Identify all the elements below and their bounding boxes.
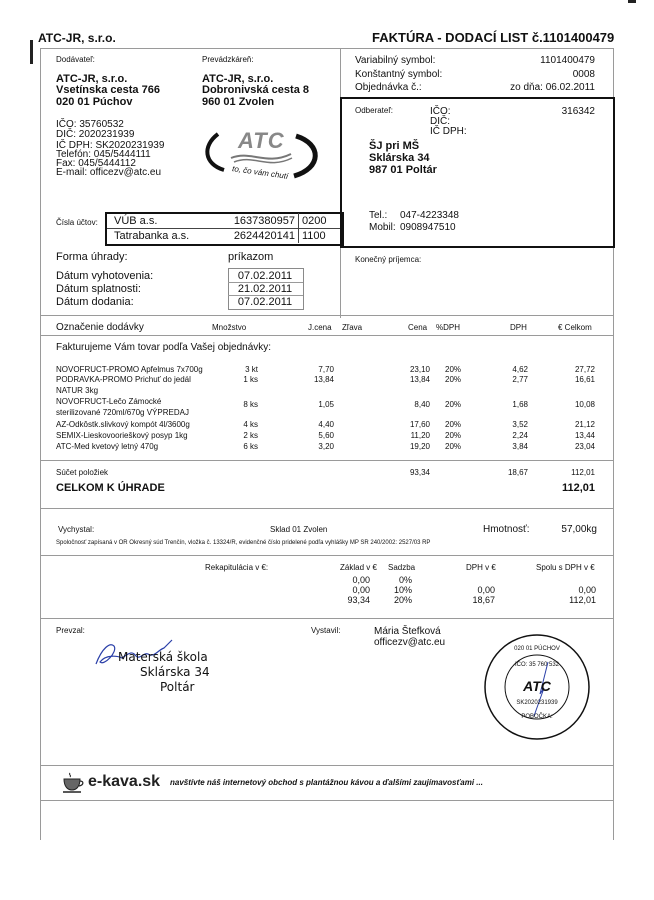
invoice-title: FAKTÚRA - DODACÍ LIST č.1101400479 <box>372 30 615 45</box>
item-total: 10,08 <box>574 400 595 409</box>
account-number: 1637380957 <box>233 215 295 227</box>
received-stamp-line1: Materská škola <box>118 650 208 664</box>
registration-note: Spoločnosť zapísaná v OR Okresný súd Trenčín, vložka č. 13324/R, evidenčné číslo pridelené podľa vyhlášky MP SR 240/2002: 2527/03 RP <box>56 540 431 546</box>
item-vat-pct: 20% <box>445 400 462 409</box>
item-total: 16,61 <box>574 375 595 384</box>
footer-top-line <box>40 765 613 766</box>
company-stamp <box>482 632 592 742</box>
item-price: 19,20 <box>409 442 430 451</box>
sum-top-line <box>40 460 613 461</box>
grand-total-label: CELKOM K ÚHRADE <box>56 482 165 494</box>
branch-name: ATC-JR, s.r.o. <box>202 73 274 85</box>
item-total: 13,44 <box>574 431 595 440</box>
item-name: AZ-Odkôstk.slivkový kompót 4l/3600g <box>56 420 190 429</box>
item-unit-price: 13,84 <box>313 375 334 384</box>
table-top-line <box>40 315 613 316</box>
stamp-vat: SK2020231939 <box>516 700 558 706</box>
payment-form-label: Forma úhrady: <box>56 251 128 263</box>
account-bank: Tatrabanka a.s. <box>114 230 190 242</box>
constant-symbol-label: Konštantný symbol: <box>355 69 443 80</box>
supplier-icdph: IČ DPH: SK2020231939 <box>56 140 165 151</box>
item-qty: 6 ks <box>243 442 258 451</box>
item-vat: 3,52 <box>512 420 528 429</box>
item-qty: 8 ks <box>243 400 258 409</box>
table-row <box>0 396 654 418</box>
table-row <box>0 430 654 441</box>
stamp-branch: POBOČKA: <box>521 714 553 720</box>
logo-slogan: to, čo vám chutí <box>231 164 289 181</box>
supplier-label: Dodávateľ: <box>56 55 95 64</box>
col-header-price: Cena <box>408 323 428 332</box>
item-unit-price: 7,70 <box>318 365 334 374</box>
accounts-label: Čísla účtov: <box>56 218 98 227</box>
customer-label: Odberateľ: <box>355 106 393 115</box>
signature-top-line <box>40 618 613 619</box>
item-vat-pct: 20% <box>445 442 462 451</box>
item-vat: 3,84 <box>512 442 528 451</box>
item-name-cont: sterilizované 720ml/670g VÝPREDAJ <box>56 408 189 417</box>
item-vat: 4,62 <box>512 365 528 374</box>
supplier-city: 020 01 Púchov <box>56 96 133 108</box>
issue-date-label: Dátum vyhotovenia: <box>56 270 154 282</box>
item-total: 21,12 <box>574 420 595 429</box>
supplier-fax: Fax: 045/5444112 <box>56 158 136 169</box>
stamp-ico: IČO: 35 760 532 <box>514 662 560 668</box>
item-total: 23,04 <box>574 442 595 451</box>
issued-label: Vystavil: <box>311 626 341 635</box>
variable-symbol-label: Variabilný symbol: <box>355 55 436 66</box>
item-vat-pct: 20% <box>445 431 462 440</box>
item-name: PODRAVKA-PROMO Prichuť do jedál <box>56 375 191 384</box>
item-name: ATC-Med kvetový letný 470g <box>56 442 159 451</box>
recap-header-rate: Sadzba <box>388 563 416 572</box>
item-qty: 3 kt <box>245 365 258 374</box>
delivery-date-value: 07.02.2011 <box>237 296 293 308</box>
customer-tel-value: 047-4223348 <box>400 210 459 221</box>
company-name: ATC-JR, s.r.o. <box>38 31 116 45</box>
issue-date-value: 07.02.2011 <box>237 270 293 282</box>
logo-text: ATC <box>238 128 285 153</box>
variable-symbol-value: 1101400479 <box>540 55 595 66</box>
recap-top-line <box>40 555 613 556</box>
footer-bottom-line <box>40 800 613 801</box>
col-header-discount: Zľava <box>342 323 363 332</box>
item-vat: 2,24 <box>512 431 528 440</box>
customer-name: ŠJ pri MŠ <box>369 140 420 152</box>
recap-row <box>0 585 654 595</box>
recap-label: Rekapitulácia v €: <box>205 563 269 572</box>
recap-base: 93,34 <box>347 595 370 605</box>
footer-brand[interactable]: e-kava.sk <box>88 773 161 790</box>
item-name: SEMIX-Lieskovoorieškový posyp 1kg <box>56 431 188 440</box>
item-price: 8,40 <box>414 400 430 409</box>
final-recipient-label: Konečný príjemca: <box>355 255 422 264</box>
recap-header-vat: DPH v € <box>466 563 496 572</box>
supplier-street: Vsetínska cesta 766 <box>56 84 160 96</box>
customer-mobil-value: 0908947510 <box>400 222 456 233</box>
stamp-logo: ATC <box>523 678 551 694</box>
recap-vat: 0,00 <box>477 585 495 595</box>
customer-ico-label: IČO: <box>430 106 451 117</box>
recap-vat: 18,67 <box>472 595 495 605</box>
customer-tel-label: Tel.: <box>369 210 388 221</box>
weight-value: 57,00kg <box>561 524 597 535</box>
received-stamp-line3: Poltár <box>160 680 195 694</box>
item-unit-price: 3,20 <box>318 442 334 451</box>
item-unit-price: 4,40 <box>318 420 334 429</box>
order-date: zo dňa: 06.02.2011 <box>510 82 595 93</box>
col-header-vat-pct: %DPH <box>436 323 461 332</box>
table-row <box>0 441 654 452</box>
supplier-ico: IČO: 35760532 <box>56 119 124 130</box>
scan-margin-mark <box>30 40 33 64</box>
order-label: Objednávka č.: <box>355 82 422 93</box>
scan-corner-mark <box>628 0 636 3</box>
atc-logo <box>196 124 326 184</box>
customer-street: Sklárska 34 <box>369 152 430 164</box>
supplier-email[interactable]: E-mail: officezv@atc.eu <box>56 167 162 178</box>
account-number: 2624420141 <box>233 230 295 242</box>
recap-row <box>0 575 654 585</box>
table-row <box>0 419 654 430</box>
item-qty: 1 ks <box>243 375 258 384</box>
received-stamp-line2: Sklárska 34 <box>140 665 210 679</box>
shipping-top-line <box>40 508 613 509</box>
recap-base: 0,00 <box>352 575 370 585</box>
recap-rate: 0% <box>398 575 412 585</box>
item-total: 27,72 <box>574 365 595 374</box>
sum-total: 112,01 <box>571 468 595 477</box>
customer-city: 987 01 Poltár <box>369 164 437 176</box>
sum-vat: 18,67 <box>507 468 528 477</box>
customer-mobil-label: Mobil: <box>369 222 396 233</box>
item-price: 13,84 <box>409 375 430 384</box>
sum-label: Súčet položiek <box>56 468 109 477</box>
sum-price: 93,34 <box>409 468 430 477</box>
item-price: 11,20 <box>410 431 430 440</box>
customer-ico-value: 316342 <box>561 106 595 117</box>
branch-label: Prevádzkáreň: <box>202 55 254 64</box>
recap-total: 112,01 <box>569 595 596 605</box>
account-code: 1100 <box>302 230 326 242</box>
warehouse: Sklad 01 Zvolen <box>270 525 328 534</box>
col-header-name: Označenie dodávky <box>56 322 144 333</box>
items-intro: Fakturujeme Vám tovar podľa Vašej objednávky: <box>56 342 272 353</box>
due-date-value: 21.02.2011 <box>237 283 293 295</box>
grand-total-value: 112,01 <box>561 482 595 494</box>
customer-dic-label: DIČ: <box>430 116 450 127</box>
constant-symbol-value: 0008 <box>572 69 595 80</box>
item-unit-price: 1,05 <box>318 400 334 409</box>
col-header-qty: Množstvo <box>212 323 247 332</box>
supplier-phone: Telefón: 045/5444111 <box>56 149 151 160</box>
col-header-total: € Celkom <box>558 323 592 332</box>
col-header-unit-price: J.cena <box>308 323 332 332</box>
col-header-vat: DPH <box>510 323 527 332</box>
supplier-name: ATC-JR, s.r.o. <box>56 73 128 85</box>
account-bank: VÚB a.s. <box>114 215 158 227</box>
received-label: Prevzal: <box>56 626 85 635</box>
table-row <box>0 374 654 396</box>
item-vat: 1,68 <box>512 400 528 409</box>
branch-city: 960 01 Zvolen <box>202 96 275 108</box>
recap-header-base: Základ v € <box>340 563 377 572</box>
recap-total: 0,00 <box>578 585 596 595</box>
item-vat-pct: 20% <box>445 365 462 374</box>
recap-base: 0,00 <box>352 585 370 595</box>
frame-top <box>40 48 613 49</box>
item-vat-pct: 20% <box>445 375 462 384</box>
issued-email[interactable]: officezv@atc.eu <box>374 637 446 648</box>
header-bottom-line <box>40 335 613 336</box>
recap-rate: 20% <box>393 595 412 605</box>
issued-name: Mária Štefková <box>374 626 441 637</box>
weight-label: Hmotnosť: <box>483 524 530 535</box>
recap-header-total: Spolu s DPH v € <box>536 563 595 572</box>
branch-street: Dobronivská cesta 8 <box>202 84 309 96</box>
stamp-city: 020 01 PÚCHOV <box>514 646 560 652</box>
customer-icdph-label: IČ DPH: <box>430 126 467 137</box>
item-price: 17,60 <box>409 420 430 429</box>
due-date-label: Dátum splatnosti: <box>56 283 141 295</box>
footer-tagline: navštívte náš internetový obchod s plantážnou kávou a ďalšími zaujímavosťami ... <box>170 778 483 787</box>
delivery-date-label: Dátum dodania: <box>56 296 134 308</box>
item-vat-pct: 20% <box>445 420 462 429</box>
payment-form-value: príkazom <box>228 251 274 263</box>
item-name: NOVOFRUCT-PROMO Apfelmus 7x700g <box>56 365 203 374</box>
item-vat: 2,77 <box>512 375 528 384</box>
supplier-dic: DIČ: 2020231939 <box>56 129 135 140</box>
prepared-label: Vychystal: <box>58 525 95 534</box>
item-name-cont: NATUR 3kg <box>56 386 99 395</box>
recap-rate: 10% <box>393 585 412 595</box>
item-qty: 2 ks <box>243 431 258 440</box>
item-name: NOVOFRUCT-Lečo Zámocké <box>56 397 162 406</box>
item-unit-price: 5,60 <box>318 431 334 440</box>
item-price: 23,10 <box>409 365 430 374</box>
account-code: 0200 <box>302 215 327 227</box>
accounts-row-divider <box>107 228 340 229</box>
item-qty: 4 ks <box>243 420 258 429</box>
recap-row <box>0 595 654 605</box>
coffee-cup-icon <box>62 771 84 793</box>
